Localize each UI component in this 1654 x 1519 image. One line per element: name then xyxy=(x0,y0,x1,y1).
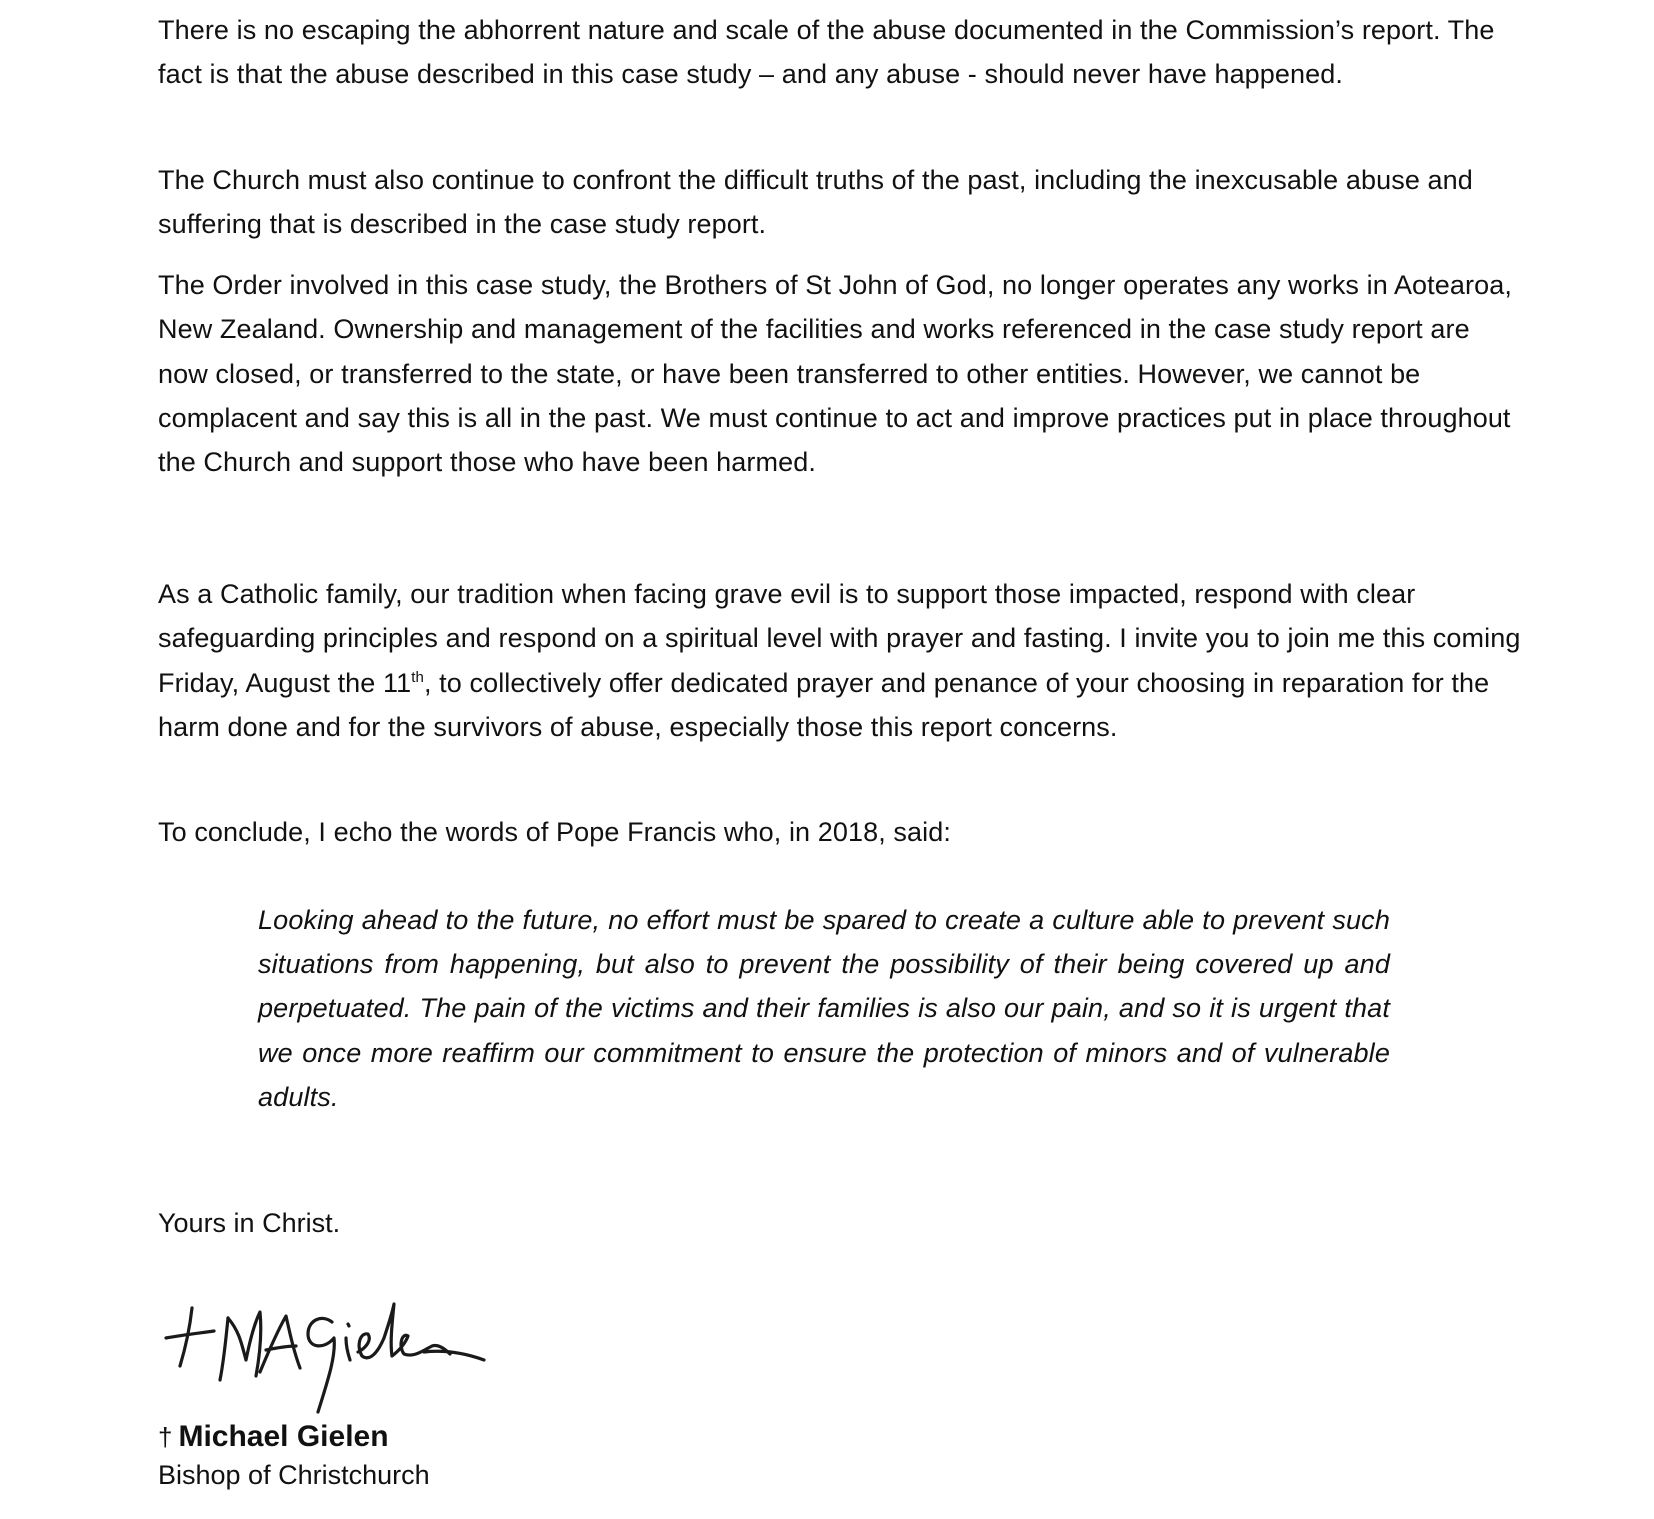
signer-name xyxy=(158,1419,389,1455)
episcopal-cross-icon: † xyxy=(158,1422,173,1452)
invitation-text-start: As a Catholic family, our tradition when facing grave evil is to support those impacted, respond with clear safeguarding principles and respond on a spiritual level with prayer and fasting. I invite you to join me this coming Friday, August the 11 xyxy=(158,579,1521,698)
paragraph-abuse-report: There is no escaping the abhorrent nature and scale of the abuse documented in the Commission’s report. The fact is that the abuse described in this case study – and any abuse - should never have happened. xyxy=(158,15,1495,90)
signer-name-text: Michael Gielen xyxy=(178,1420,389,1453)
paragraph-order-involved: The Order involved in this case study, the Brothers of St John of God, no longer operates any works in Aotearoa, New Zealand. Ownership and management of the facilities and works referenced in the case study report are now closed, or transferred to the state, or have been transferred to other entities. However, we cannot be complacent and say this is all in the past. We must continue to act and improve practices put in place throughout the Church and support those who have been harmed. xyxy=(158,270,1512,478)
paragraph-church-confront: The Church must also continue to confront the difficult truths of the past, including the inexcusable abuse and suffering that is described in the case study report. xyxy=(158,165,1473,240)
invitation-text-end: , to collectively offer dedicated prayer and penance of your choosing in reparation for the harm done and for the survivors of abuse, especially those this report concerns. xyxy=(158,667,1490,742)
ordinal-suffix: th xyxy=(411,668,424,686)
closing-salutation: Yours in Christ. xyxy=(158,1208,341,1238)
paragraph-invitation xyxy=(158,572,1523,749)
handwritten-signature xyxy=(162,1268,492,1418)
paragraph-conclude: To conclude, I echo the words of Pope Francis who, in 2018, said: xyxy=(158,817,951,847)
pope-francis-quote: Looking ahead to the future, no effort must be spared to create a culture able to prevent such situations from happening, but also to prevent the possibility of their being covered up and perpetuated. The pain of the victims and their families is also our pain, and so it is urgent that we once more reaffirm our commitment to ensure the protection of minors and of vulnerable adults. xyxy=(258,905,1390,1112)
signer-title: Bishop of Christchurch xyxy=(158,1460,430,1490)
